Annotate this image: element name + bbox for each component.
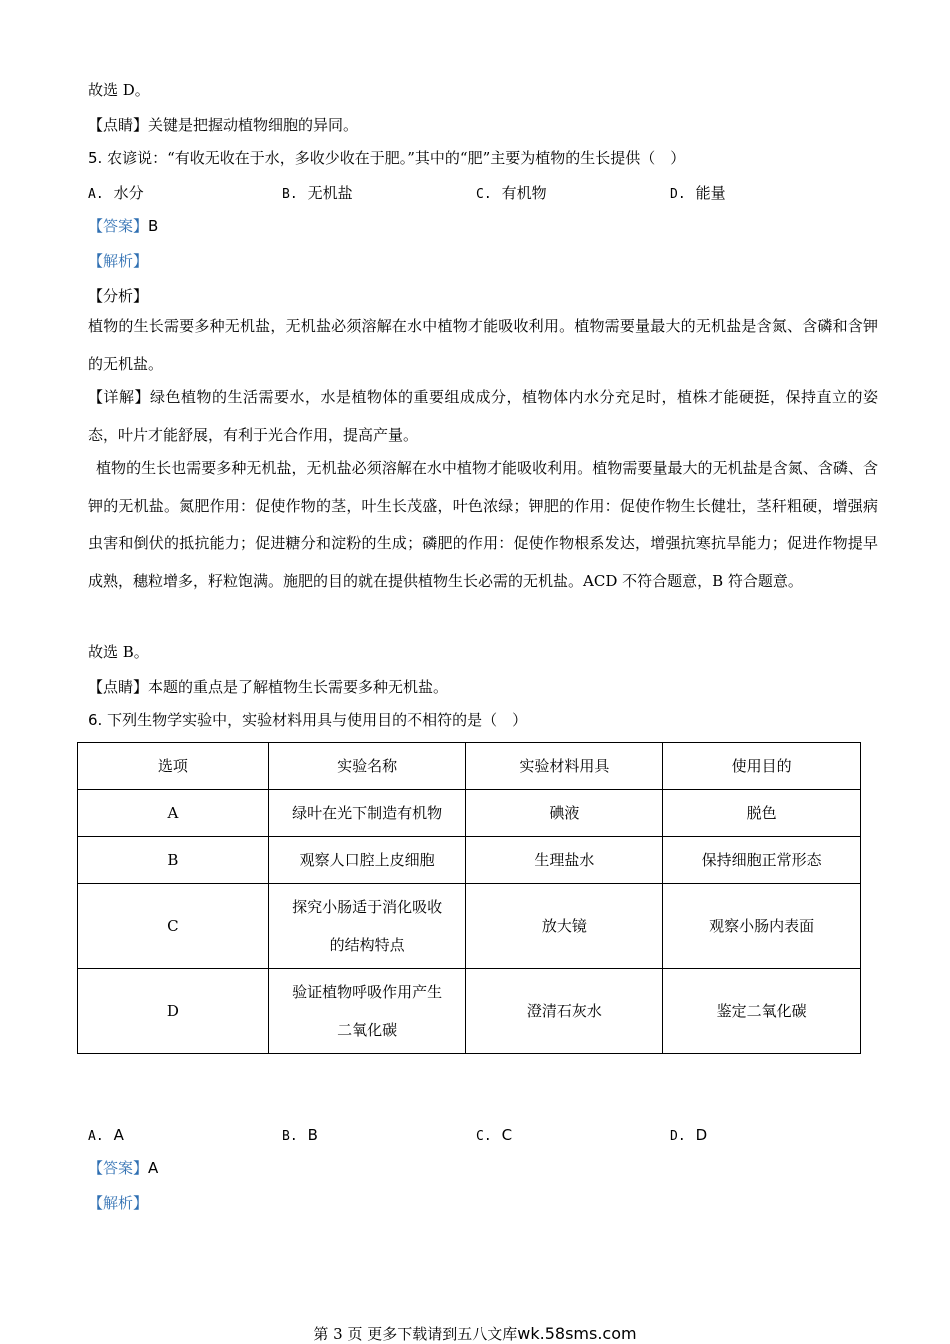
footer-site-link[interactable]: wk.58sms.com [517,1324,637,1343]
q5-option-a: A. 水分 [88,184,144,202]
table-row [78,884,861,969]
q6-number: 6. [88,711,103,729]
cell-material: 碘液 [466,790,663,837]
cell-purpose: 脱色 [663,790,861,837]
header-cell: 实验材料用具 [466,743,663,790]
dianjing-prev [88,115,358,135]
cell-material: 放大镜 [466,884,663,969]
q6-option-d: D. D [670,1126,708,1144]
q5-answer [88,216,158,236]
cell-name [268,969,466,1054]
q5-option-d: D. 能量 [670,184,726,202]
dianjing-tag: 【点睛】 [88,678,149,696]
q5-conclusion: 故选 B。 [88,643,149,661]
conclusion-prev: 故选 D。 [88,81,150,99]
cell-purpose: 鉴定二氧化碳 [663,969,861,1054]
q5-stem: 农谚说：“有收无收在于水，多收少收在于肥。”其中的“肥”主要为植物的生长提供（ ） [107,149,686,167]
cell-name-line: 验证植物呼吸作用产生 [292,983,443,1001]
table-row [78,969,861,1054]
q5-xiangjie-text2: 植物的生长也需要多种无机盐，无机盐必须溶解在水中植物才能吸收利用。植物需要量最大的无机盐是含氮、含磷、含钾的无机盐。氮肥作用：促使作物的茎，叶生长茂盛，叶色浓绿；钾肥的作用：促使作物生长健壮，茎秆粗硬，增强病虫害和倒伏的抵抗能力；促进糖分和淀粉的生成；磷肥的作用：促使作物根系发达，增强抗寒抗旱能力；促进作物提早成熟，穗粒增多，籽粒饱满。施肥的目的就在提供植物生长必需的无机盐。ACD 不符合题意，B 符合题意。 [88,459,878,590]
dianjing-text: 关键是把握动植物细胞的异同。 [148,116,359,134]
page-number: 第 3 页 [313,1325,363,1343]
answer-tag: 【答案】 [88,217,149,235]
cell-option: A [78,790,269,837]
answer-value: A [148,1159,159,1177]
cell-name-line: 二氧化碳 [337,1021,398,1039]
experiment-table [77,742,861,1054]
q5-number: 5. [88,149,103,167]
q5-jiexi-tag: 【解析】 [88,252,149,270]
q6-option-c: C. C [476,1126,513,1144]
cell-option: D [78,969,269,1054]
table-header-row [78,743,861,790]
table-row [78,837,861,884]
page-footer [0,1323,950,1344]
header-cell: 选项 [78,743,269,790]
q5-dianjing [88,677,448,697]
q6-answer [88,1158,158,1178]
q5-xiangjie [88,379,878,454]
xiangjie-text: 绿色植物的生活需要水，水是植物体的重要组成成分，植物体内水分充足时，植株才能硬挺，保持直立的姿态，叶片才能舒展，有利于光合作用，提高产量。 [88,388,878,444]
q5-fenxi-tag: 【分析】 [88,287,149,305]
answer-tag: 【答案】 [88,1159,149,1177]
cell-name-line: 的结构特点 [329,936,405,954]
cell-purpose: 观察小肠内表面 [663,884,861,969]
dianjing-tag: 【点睛】 [88,116,149,134]
cell-option: C [78,884,269,969]
cell-material: 生理盐水 [466,837,663,884]
cell-name-line: 探究小肠适于消化吸收 [292,898,443,916]
cell-name: 绿叶在光下制造有机物 [268,790,466,837]
cell-purpose: 保持细胞正常形态 [663,837,861,884]
header-cell: 使用目的 [663,743,861,790]
q6-option-a: A. A [88,1126,124,1144]
q6-stem-line [88,710,527,730]
q5-option-c: C. 有机物 [476,184,547,202]
q5-fenxi-text: 植物的生长需要多种无机盐，无机盐必须溶解在水中植物才能吸收利用。植物需要量最大的无机盐是含氮、含磷和含钾的无机盐。 [88,317,878,373]
q6-option-b: B. B [282,1126,318,1144]
answer-value: B [148,217,159,235]
cell-material: 澄清石灰水 [466,969,663,1054]
q6-stem: 下列生物学实验中，实验材料用具与使用目的不相符的是（ ） [107,711,528,729]
footer-text: 更多下载请到五八文库 [367,1325,518,1343]
q5-stem-line [88,148,685,168]
cell-option: B [78,837,269,884]
xiangjie-tag: 【详解】 [88,388,150,406]
cell-name: 观察人口腔上皮细胞 [268,837,466,884]
cell-name [268,884,466,969]
dianjing-text: 本题的重点是了解植物生长需要多种无机盐。 [148,678,449,696]
q5-option-b: B. 无机盐 [282,184,353,202]
header-cell: 实验名称 [268,743,466,790]
q6-jiexi-tag: 【解析】 [88,1194,149,1212]
table-row [78,790,861,837]
